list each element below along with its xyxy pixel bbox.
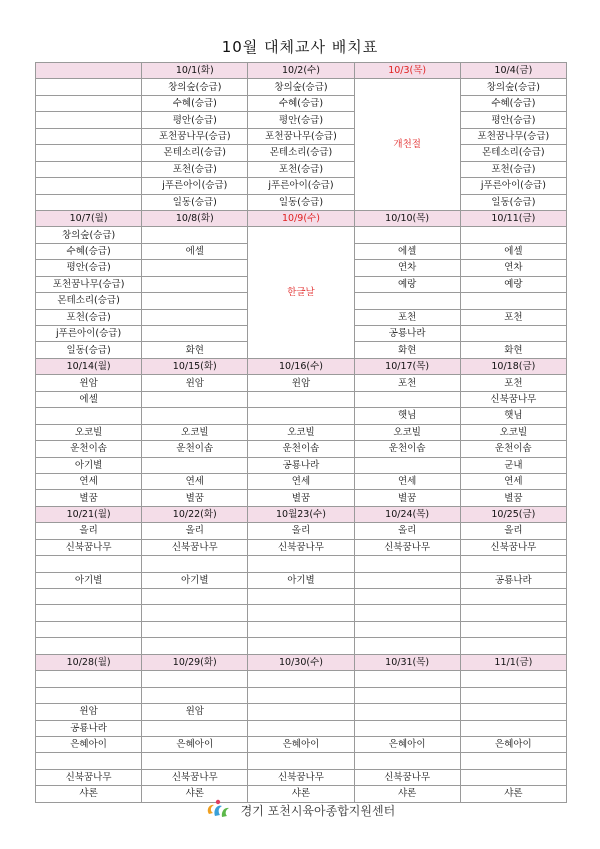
schedule-cell: 아기별: [248, 572, 354, 588]
schedule-cell: 윈암: [36, 375, 142, 391]
table-row: [36, 457, 567, 473]
schedule-cell: 아기별: [142, 572, 248, 588]
schedule-cell: 포천꿈나무(승급): [248, 128, 354, 144]
schedule-cell: 몬테소리(승급): [248, 145, 354, 161]
schedule-cell: 올리: [460, 523, 566, 539]
table-row: [36, 769, 567, 785]
schedule-cell: 일동(승급): [248, 194, 354, 210]
schedule-cell: [460, 227, 566, 243]
schedule-cell: j푸른아이(승급): [248, 178, 354, 194]
schedule-cell: 화현: [354, 342, 460, 358]
schedule-cell: [460, 704, 566, 720]
date-header-cell: 10/7(월): [36, 210, 142, 226]
date-header-cell: 10월23(수): [248, 506, 354, 522]
schedule-cell: [142, 589, 248, 605]
schedule-cell: 윈암: [142, 375, 248, 391]
date-header-cell: 10/11(금): [460, 210, 566, 226]
schedule-cell: [354, 457, 460, 473]
schedule-cell: 은혜아이: [36, 736, 142, 752]
schedule-cell: 신북꿈나무: [248, 539, 354, 555]
schedule-cell: 은혜아이: [142, 736, 248, 752]
schedule-cell: 평안(승급): [248, 112, 354, 128]
schedule-cell: 윈암: [248, 375, 354, 391]
schedule-cell: 공룡나라: [460, 572, 566, 588]
schedule-cell: 오코빌: [36, 424, 142, 440]
schedule-cell: [248, 621, 354, 637]
schedule-cell: [354, 556, 460, 572]
table-row: [36, 556, 567, 572]
table-row: [36, 408, 567, 424]
schedule-cell: [354, 704, 460, 720]
date-header-cell: 10/30(수): [248, 654, 354, 670]
date-header-cell: 10/8(화): [142, 210, 248, 226]
schedule-cell: 포천(승급): [460, 161, 566, 177]
schedule-cell: [248, 671, 354, 687]
schedule-cell: j푸른아이(승급): [142, 178, 248, 194]
schedule-cell: [248, 687, 354, 703]
table-row: [36, 161, 567, 177]
table-row: [36, 523, 567, 539]
table-row: [36, 95, 567, 111]
schedule-cell: 올리: [36, 523, 142, 539]
schedule-cell: 별꿈: [248, 490, 354, 506]
schedule-cell: 포천: [354, 309, 460, 325]
schedule-cell: j푸른아이(승급): [36, 326, 142, 342]
table-row: [36, 145, 567, 161]
date-header-cell: 11/1(금): [460, 654, 566, 670]
date-header-cell: 10/14(월): [36, 358, 142, 374]
schedule-cell: [354, 753, 460, 769]
schedule-cell: 연차: [354, 260, 460, 276]
schedule-cell: [460, 621, 566, 637]
schedule-cell: 운천이솝: [248, 441, 354, 457]
table-row: [36, 375, 567, 391]
schedule-cell: 오코빌: [142, 424, 248, 440]
schedule-cell: j푸른아이(승급): [460, 178, 566, 194]
schedule-cell: [354, 589, 460, 605]
schedule-cell: 아기별: [36, 572, 142, 588]
table-row: [36, 79, 567, 95]
date-header-cell: 10/10(목): [354, 210, 460, 226]
schedule-body: [36, 63, 567, 803]
schedule-cell: 은혜아이: [354, 736, 460, 752]
schedule-cell: 연세: [460, 473, 566, 489]
table-row: [36, 704, 567, 720]
schedule-cell: [248, 605, 354, 621]
schedule-cell: [142, 227, 248, 243]
holiday-cell: 한글날: [248, 227, 354, 359]
schedule-table: [35, 62, 567, 803]
schedule-cell: 수혜(승급): [460, 95, 566, 111]
week-header-row: [36, 358, 567, 374]
schedule-cell: 샤론: [248, 786, 354, 802]
schedule-cell: 신북꿈나무: [36, 539, 142, 555]
date-header-cell: 10/4(금): [460, 63, 566, 79]
date-header-cell: [36, 63, 142, 79]
footer-label: 경기 포천시육아종합지원센터: [240, 804, 396, 818]
schedule-cell: 공룡나라: [248, 457, 354, 473]
schedule-cell: 평안(승급): [36, 260, 142, 276]
schedule-cell: [248, 391, 354, 407]
schedule-cell: [354, 671, 460, 687]
date-header-cell: 10/22(화): [142, 506, 248, 522]
schedule-cell: 평안(승급): [142, 112, 248, 128]
table-row: [36, 621, 567, 637]
schedule-cell: 창의숲(승급): [142, 79, 248, 95]
schedule-cell: 창의숲(승급): [460, 79, 566, 95]
table-row: [36, 112, 567, 128]
schedule-cell: [142, 621, 248, 637]
schedule-cell: 샤론: [460, 786, 566, 802]
table-row: [36, 720, 567, 736]
schedule-cell: [142, 326, 248, 342]
schedule-cell: 운천이솝: [36, 441, 142, 457]
schedule-cell: [460, 326, 566, 342]
table-row: [36, 424, 567, 440]
schedule-cell: [142, 309, 248, 325]
schedule-cell: [36, 605, 142, 621]
schedule-cell: 신북꿈나무: [36, 769, 142, 785]
week-header-row: [36, 210, 567, 226]
schedule-cell: 포천: [354, 375, 460, 391]
schedule-cell: 신북꿈나무: [460, 391, 566, 407]
schedule-cell: 신북꿈나무: [354, 769, 460, 785]
schedule-cell: [248, 556, 354, 572]
schedule-cell: 포천꿈나무(승급): [460, 128, 566, 144]
date-header-cell: 10/1(화): [142, 63, 248, 79]
table-row: [36, 638, 567, 654]
date-header-cell: 10/21(월): [36, 506, 142, 522]
schedule-cell: 샤론: [142, 786, 248, 802]
schedule-cell: [460, 638, 566, 654]
schedule-cell: [142, 671, 248, 687]
schedule-cell: 화현: [142, 342, 248, 358]
schedule-cell: [142, 457, 248, 473]
schedule-cell: [36, 589, 142, 605]
schedule-cell: [142, 753, 248, 769]
schedule-cell: 샤론: [36, 786, 142, 802]
schedule-cell: [36, 128, 142, 144]
schedule-cell: [142, 276, 248, 292]
schedule-cell: [36, 178, 142, 194]
date-header-cell: 10/16(수): [248, 358, 354, 374]
schedule-cell: 윈암: [142, 704, 248, 720]
schedule-cell: 샤론: [354, 786, 460, 802]
schedule-cell: 포천: [460, 375, 566, 391]
schedule-cell: 은혜아이: [248, 736, 354, 752]
schedule-cell: [142, 556, 248, 572]
schedule-cell: [142, 408, 248, 424]
schedule-cell: 몬테소리(승급): [36, 293, 142, 309]
schedule-cell: [36, 753, 142, 769]
schedule-cell: 포천(승급): [142, 161, 248, 177]
schedule-cell: [248, 638, 354, 654]
schedule-cell: 창의숲(승급): [248, 79, 354, 95]
schedule-cell: [142, 638, 248, 654]
table-row: [36, 391, 567, 407]
schedule-cell: 몬테소리(승급): [142, 145, 248, 161]
schedule-cell: 연세: [36, 473, 142, 489]
schedule-cell: 포천꿈나무(승급): [36, 276, 142, 292]
date-header-cell: 10/18(금): [460, 358, 566, 374]
table-row: [36, 605, 567, 621]
table-row: [36, 736, 567, 752]
table-row: [36, 753, 567, 769]
schedule-cell: [248, 704, 354, 720]
schedule-cell: 은혜아이: [460, 736, 566, 752]
schedule-cell: [354, 227, 460, 243]
schedule-cell: 신북꿈나무: [142, 769, 248, 785]
date-header-cell: 10/28(월): [36, 654, 142, 670]
date-header-cell: 10/29(화): [142, 654, 248, 670]
holiday-cell: 개천절: [354, 79, 460, 211]
date-header-cell: 10/3(목): [354, 63, 460, 79]
schedule-cell: 일동(승급): [36, 342, 142, 358]
schedule-cell: 운천이솝: [460, 441, 566, 457]
schedule-cell: 오코빌: [354, 424, 460, 440]
table-row: [36, 178, 567, 194]
schedule-cell: [248, 720, 354, 736]
schedule-cell: 포천(승급): [36, 309, 142, 325]
schedule-cell: [248, 408, 354, 424]
table-row: [36, 671, 567, 687]
table-row: [36, 572, 567, 588]
center-logo-icon: [205, 798, 231, 823]
schedule-cell: [142, 260, 248, 276]
schedule-cell: [460, 769, 566, 785]
schedule-cell: 포천꿈나무(승급): [142, 128, 248, 144]
schedule-cell: 신북꿈나무: [142, 539, 248, 555]
schedule-cell: 오코빌: [248, 424, 354, 440]
week-header-row: [36, 63, 567, 79]
schedule-cell: 화현: [460, 342, 566, 358]
page-title: 10월 대체교사 배치표: [221, 38, 379, 56]
schedule-cell: [142, 293, 248, 309]
table-row: [36, 490, 567, 506]
schedule-cell: 평안(승급): [460, 112, 566, 128]
schedule-cell: 신북꿈나무: [354, 539, 460, 555]
schedule-cell: [460, 671, 566, 687]
table-row: [36, 473, 567, 489]
schedule-cell: [36, 79, 142, 95]
schedule-cell: 햇님: [460, 408, 566, 424]
schedule-cell: 신북꿈나무: [460, 539, 566, 555]
schedule-cell: 공룡나라: [354, 326, 460, 342]
table-row: [36, 194, 567, 210]
schedule-cell: [36, 638, 142, 654]
schedule-cell: [142, 720, 248, 736]
schedule-cell: [36, 112, 142, 128]
schedule-cell: 오코빌: [460, 424, 566, 440]
schedule-cell: [354, 605, 460, 621]
table-row: [36, 441, 567, 457]
table-row: [36, 539, 567, 555]
schedule-cell: [354, 391, 460, 407]
table-row: [36, 227, 567, 243]
schedule-cell: 몬테소리(승급): [460, 145, 566, 161]
table-row: [36, 589, 567, 605]
schedule-cell: 별꿈: [36, 490, 142, 506]
schedule-cell: 연차: [460, 260, 566, 276]
schedule-cell: [354, 687, 460, 703]
schedule-cell: 포천(승급): [248, 161, 354, 177]
schedule-cell: 수혜(승급): [248, 95, 354, 111]
schedule-cell: [36, 556, 142, 572]
schedule-cell: [460, 293, 566, 309]
schedule-cell: 연세: [354, 473, 460, 489]
date-header-cell: 10/24(목): [354, 506, 460, 522]
week-header-row: [36, 506, 567, 522]
schedule-cell: 예랑: [354, 276, 460, 292]
schedule-cell: [460, 720, 566, 736]
schedule-cell: 햇님: [354, 408, 460, 424]
schedule-cell: [354, 720, 460, 736]
schedule-cell: 에셀: [460, 243, 566, 259]
schedule-cell: 에셀: [142, 243, 248, 259]
schedule-cell: 일동(승급): [460, 194, 566, 210]
schedule-cell: [36, 145, 142, 161]
footer: [0, 798, 600, 823]
date-header-cell: 10/2(수): [248, 63, 354, 79]
schedule-cell: 운천이솝: [354, 441, 460, 457]
table-row: [36, 687, 567, 703]
schedule-cell: 공룡나라: [36, 720, 142, 736]
week-header-row: [36, 654, 567, 670]
schedule-cell: 연세: [142, 473, 248, 489]
schedule-cell: [354, 638, 460, 654]
schedule-cell: 운천이솝: [142, 441, 248, 457]
schedule-cell: 아기별: [36, 457, 142, 473]
schedule-cell: [460, 556, 566, 572]
schedule-cell: 별꿈: [142, 490, 248, 506]
schedule-cell: 수혜(승급): [36, 243, 142, 259]
schedule-cell: 예랑: [460, 276, 566, 292]
schedule-cell: [248, 753, 354, 769]
schedule-cell: 일동(승급): [142, 194, 248, 210]
schedule-cell: [36, 161, 142, 177]
schedule-cell: 올리: [248, 523, 354, 539]
schedule-cell: [460, 687, 566, 703]
schedule-cell: [36, 408, 142, 424]
schedule-cell: [36, 671, 142, 687]
schedule-cell: [142, 687, 248, 703]
schedule-cell: 신북꿈나무: [248, 769, 354, 785]
date-header-cell: 10/25(금): [460, 506, 566, 522]
schedule-cell: [460, 589, 566, 605]
schedule-cell: [142, 605, 248, 621]
schedule-cell: [460, 605, 566, 621]
schedule-cell: 올리: [142, 523, 248, 539]
schedule-cell: [354, 293, 460, 309]
date-header-cell: 10/15(화): [142, 358, 248, 374]
schedule-cell: 별꿈: [354, 490, 460, 506]
schedule-cell: 별꿈: [460, 490, 566, 506]
date-header-cell: 10/9(수): [248, 210, 354, 226]
schedule-cell: [248, 589, 354, 605]
schedule-cell: [36, 194, 142, 210]
schedule-cell: [354, 572, 460, 588]
schedule-cell: [36, 95, 142, 111]
date-header-cell: 10/17(목): [354, 358, 460, 374]
schedule-cell: 윈암: [36, 704, 142, 720]
schedule-cell: 군내: [460, 457, 566, 473]
date-header-cell: 10/31(목): [354, 654, 460, 670]
schedule-cell: [460, 753, 566, 769]
schedule-cell: 에셀: [354, 243, 460, 259]
schedule-cell: 에셀: [36, 391, 142, 407]
schedule-cell: 포천: [460, 309, 566, 325]
table-row: [36, 128, 567, 144]
schedule-cell: [36, 621, 142, 637]
schedule-cell: 올리: [354, 523, 460, 539]
schedule-cell: [354, 621, 460, 637]
schedule-cell: 창의숲(승급): [36, 227, 142, 243]
schedule-cell: [36, 687, 142, 703]
schedule-cell: 수혜(승급): [142, 95, 248, 111]
schedule-cell: 연세: [248, 473, 354, 489]
schedule-cell: [142, 391, 248, 407]
